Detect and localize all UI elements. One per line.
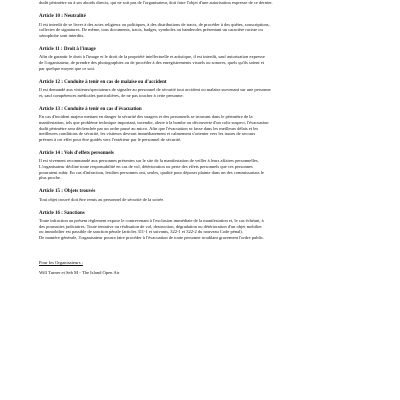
article-title: Article 10 : Neutralité (39, 14, 86, 20)
article-line: L'organisateur décline toute responsabilité en cas de vol, détérioration ou perte des effets personnels que ces personnes (39, 163, 253, 169)
article-line: collectes de signatures. De même, tous documents, tracts, badges, symboles ou banderoles présentant un caractère raciste ou (39, 27, 263, 33)
article-section (39, 47, 361, 71)
article-body (39, 54, 361, 71)
signature-block (39, 260, 361, 276)
article-line: Toute infraction au présent règlement expose le contrevenant à l'exclusion immédiate de la manifestation et, le cas échéant, à (39, 218, 264, 224)
article-section (39, 189, 361, 202)
article-line: De manière générale, l'organisateur pourra faire procéder à l'évacuation de toute personne troublant gravement l'ordre public. (39, 235, 265, 241)
intro-paragraph: dudit périmètre ou à ses abords directs, qui ne soit pas de l'organisateur, doit faire l'objet d'une autorisation expresse de ce dernier. (39, 0, 273, 5)
article-line: ou immobilier est passible de sanction pénale (articles 311-1 et suivants, 322-1 et 322-2 du nouveau Code pénal). (39, 229, 243, 235)
article-body (39, 22, 361, 39)
article-line: Afin de garantir le droit à l'image et le droit de la propriété intellectuelle et artistique, il est interdit, sauf autorisation expresse (39, 54, 265, 60)
signature-label: Pour les Organisateurs : (39, 259, 83, 265)
articles-list (39, 14, 361, 240)
article-title: Article 13 : Conduite à tenir en cas d'évacuation (39, 107, 142, 113)
article-line: pourraient subir. En cas d'infraction, lesdites personnes ont, seules, qualité pour déposer plainte dans un des commissariats le (39, 169, 264, 175)
article-line: meilleures conditions de sécurité, les visiteurs devront immédiatement et calmement s'orienter vers les issues de secours (39, 131, 256, 137)
article-line: manifestation, tels que problème technique important, incendie, alerte à la bombe ou découverte d'un colis suspect, l'évacuation (39, 119, 269, 125)
article-line: En cas d'incident majeur mettant en danger la sécurité des usagers et des personnels se trouvant dans le périmètre de la (39, 114, 253, 120)
article-section (39, 14, 361, 38)
article-line: Il est interdit de se livrer à des actes religieux ou politiques, à des distributions de tracts, de procéder à des quêtes, souscriptions, (39, 21, 270, 27)
article-line: de l'organisateur, de prendre des photographies ou de procéder à des enregistrements visuels ou sonores, quels qu'ils soient et (39, 60, 265, 66)
article-line: par quelque moyen que ce soit. (39, 65, 95, 71)
article-title: Article 11 : Droit à l'image (39, 47, 96, 53)
signature-names: Will Turner et Seb M - The Island Open Air (39, 269, 120, 275)
article-line: des poursuites judiciaires. Toute tentative ou réalisation de vol, destruction, dégradation ou détérioration d'un objet mobilier (39, 223, 262, 229)
article-line: prévues à cet effet pour être guidés vers l'extérieur par le personnel de sécurité. (39, 136, 182, 142)
article-body (39, 158, 361, 180)
article-title: Article 16 : Sanctions (39, 210, 85, 216)
article-line: Il est vivement recommandé aux personnes présentes sur le site de la manifestation de veiller à leurs affaires personnelles. (39, 158, 259, 164)
article-body (39, 197, 361, 203)
article-line: dudit périmètre sera déclenchée par un ordre passé au micro. Afin que l'évacuation se fasse dans les meilleurs délais et les (39, 125, 259, 131)
article-section (39, 151, 361, 181)
article-title: Article 12 : Conduite à tenir en cas de malaise ou d'accident (39, 79, 167, 85)
article-line: Tout objet trouvé doit être remis au personnel de sécurité de la soirée. (39, 196, 165, 202)
article-section (39, 211, 361, 241)
article-body (39, 218, 361, 240)
article-section (39, 80, 361, 98)
article-line: xénophobe sont interdits. (39, 32, 85, 38)
article-title: Article 15 : Objets trouvés (39, 189, 96, 195)
article-title: Article 14 : Vols d'effets personnels (39, 151, 114, 157)
article-body (39, 87, 361, 98)
article-line: et, sauf compétences médicales particulières, de ne pas toucher à cette personne. (39, 92, 184, 98)
article-line: Il est demandé aux visiteurs/spectateurs de signaler au personnel de sécurité tout accident ou malaise survenant sur une personne (39, 87, 271, 93)
article-section (39, 107, 361, 142)
article-line: plus proche. (39, 175, 61, 181)
article-body (39, 114, 361, 142)
